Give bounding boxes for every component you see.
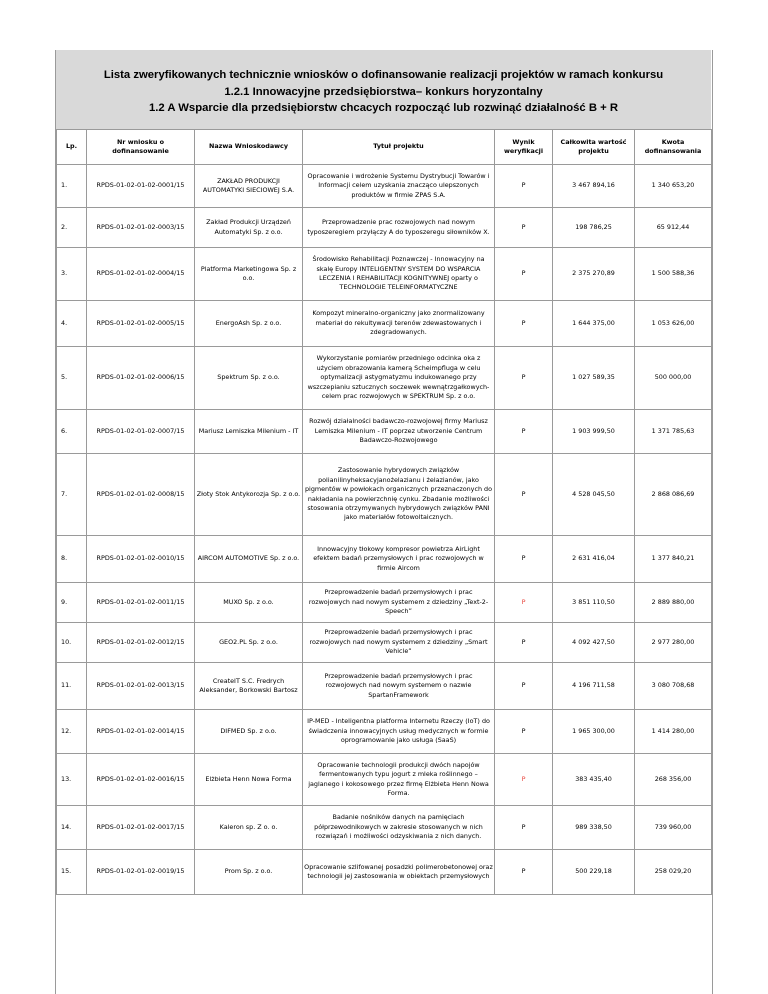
cell-lp: 5.: [57, 347, 87, 410]
table-row: [57, 536, 712, 583]
cell-nazwa: Elżbieta Henn Nowa Forma: [195, 754, 303, 806]
cell-wartosc: 3 467 894,16: [553, 165, 635, 208]
cell-kwota: 258 029,20: [635, 850, 712, 895]
cell-kwota: 1 340 653,20: [635, 165, 712, 208]
cell-kwota: 1 053 626,00: [635, 301, 712, 347]
cell-kwota: 268 356,00: [635, 754, 712, 806]
cell-wartosc: 198 786,25: [553, 208, 635, 248]
cell-kwota: 65 912,44: [635, 208, 712, 248]
table-row: [57, 454, 712, 536]
cell-nazwa: ZAKŁAD PRODUKCJI AUTOMATYKI SIECIOWEJ S.A.: [195, 165, 303, 208]
cell-wynik: P: [495, 248, 553, 301]
table-body: [57, 165, 712, 895]
cell-lp: 10.: [57, 623, 87, 663]
cell-kwota: 3 080 708,68: [635, 663, 712, 710]
table-row: [57, 623, 712, 663]
title-line-2: 1.2.1 Innowacyjne przedsiębiorstwa– konkurs horyzontalny: [224, 85, 543, 98]
column-header-kwota: Kwota dofinansowania: [635, 130, 712, 165]
cell-wartosc: 2 631 416,04: [553, 536, 635, 583]
cell-lp: 7.: [57, 454, 87, 536]
cell-lp: 15.: [57, 850, 87, 895]
cell-nazwa: Mariusz Lemiszka Milenium - IT: [195, 410, 303, 454]
cell-lp: 13.: [57, 754, 87, 806]
cell-tytul: Kompozyt mineralno-organiczny jako znormalizowany materiał do rekultywacji terenów zdewastowanych i zdegradowanych.: [303, 301, 495, 347]
cell-wynik: P: [495, 623, 553, 663]
applications-table: [56, 129, 712, 895]
cell-tytul: Opracowanie szlifowanej posadzki polimerobetonowej oraz technologii jej zastosowania w obiektach przemysłowych: [303, 850, 495, 895]
cell-nr: RPDS-01-02-01-02-0017/15: [87, 806, 195, 850]
column-header-nazwa: Nazwa Wnioskodawcy: [195, 130, 303, 165]
cell-wartosc: 4 196 711,58: [553, 663, 635, 710]
cell-tytul: Badanie nośników danych na pamięciach półprzewodnikowych w zakresie stosowanych w nich rozwiązań i możliwości odzyskiwania z nich danych.: [303, 806, 495, 850]
cell-wartosc: 4 092 427,50: [553, 623, 635, 663]
cell-nr: RPDS-01-02-01-02-0005/15: [87, 301, 195, 347]
cell-nr: RPDS-01-02-01-02-0010/15: [87, 536, 195, 583]
cell-wartosc: 1 965 300,00: [553, 710, 635, 754]
cell-kwota: 739 960,00: [635, 806, 712, 850]
cell-kwota: 1 414 280,00: [635, 710, 712, 754]
cell-nazwa: MUXO Sp. z o.o.: [195, 583, 303, 623]
cell-wynik: P: [495, 165, 553, 208]
column-header-tytul: Tytuł projektu: [303, 130, 495, 165]
title-line-3: 1.2 A Wsparcie dla przedsiębiorstw chcacych rozpocząć lub rozwinąć działalność B + R: [148, 102, 619, 114]
cell-wartosc: 1 027 589,35: [553, 347, 635, 410]
cell-kwota: 500 000,00: [635, 347, 712, 410]
cell-wartosc: 500 229,18: [553, 850, 635, 895]
cell-kwota: 2 977 280,00: [635, 623, 712, 663]
cell-wynik: P: [495, 583, 553, 623]
title-line-1: Lista zweryfikowanych technicznie wniosków o dofinansowanie realizacji projektów w ramach konkursu: [103, 69, 664, 81]
cell-tytul: Przeprowadzenie prac rozwojowych nad nowym typoszeregiem przyłączy A do typoszeregu siłowników X.: [303, 208, 495, 248]
table-row: [57, 165, 712, 208]
cell-wartosc: 1 903 999,50: [553, 410, 635, 454]
table-row: [57, 850, 712, 895]
cell-lp: 14.: [57, 806, 87, 850]
table-row: [57, 806, 712, 850]
cell-lp: 8.: [57, 536, 87, 583]
cell-nr: RPDS-01-02-01-02-0006/15: [87, 347, 195, 410]
cell-tytul: Przeprowadzenie badań przemysłowych i prac rozwojowych nad nowym systemem z dziedziny „Smart Vehicle”: [303, 623, 495, 663]
cell-nazwa: DIFMED Sp. z o.o.: [195, 710, 303, 754]
cell-wynik: P: [495, 410, 553, 454]
document-title: [56, 67, 711, 117]
cell-tytul: Przeprowadzenie badań przemysłowych i prac rozwojowych nad nowym systemem o nazwie SpartanFramework: [303, 663, 495, 710]
cell-tytul: Wykorzystanie pomiarów przedniego odcinka oka z użyciem obrazowania kamerą Scheimpfluga w celu optymalizacji astygmatyzmu indukowanego przy wszczepianiu sztucznych soczewek wewnątrzgałkowych-celem prac rozwojowych w SPEKTRUM Sp. z o.o.: [303, 347, 495, 410]
column-header-wynik: Wynik weryfikacji: [495, 130, 553, 165]
cell-tytul: Innowacyjny tłokowy kompresor powietrza AirLight efektem badań przemysłowych i prac rozwojowych w firmie Aircom: [303, 536, 495, 583]
cell-lp: 1.: [57, 165, 87, 208]
cell-wartosc: 383 435,40: [553, 754, 635, 806]
cell-wynik: P: [495, 208, 553, 248]
cell-wynik: P: [495, 301, 553, 347]
column-header-lp: Lp.: [57, 130, 87, 165]
cell-tytul: Opracowanie technologii produkcji dwóch napojów fermentowanych typu jogurt z mleka roślinnego – jaglanego i kokosowego przez firmę Elżbieta Henn Nowa Forma.: [303, 754, 495, 806]
cell-wynik: P: [495, 850, 553, 895]
column-header-wartosc: Całkowita wartość projektu: [553, 130, 635, 165]
cell-nr: RPDS-01-02-01-02-0019/15: [87, 850, 195, 895]
cell-lp: 9.: [57, 583, 87, 623]
table-row: [57, 410, 712, 454]
cell-kwota: 1 377 840,21: [635, 536, 712, 583]
cell-tytul: Zastosowanie hybrydowych związków polianilinyheksacyjanożelazianu i żelazianów, jako pigmentów w powłokach organicznych przeznaczonych do nakładania na powierzchnię cynku. Zbadanie możliwości stosowania otrzymywanych hybrydowych związków PANI jako materiałów fotowoltaicznych.: [303, 454, 495, 536]
cell-nazwa: Kaleron sp. Z o. o.: [195, 806, 303, 850]
cell-wartosc: 3 851 110,50: [553, 583, 635, 623]
cell-nr: RPDS-01-02-01-02-0016/15: [87, 754, 195, 806]
cell-nazwa: AIRCOM AUTOMOTIVE Sp. z o.o.: [195, 536, 303, 583]
cell-lp: 6.: [57, 410, 87, 454]
cell-wartosc: 2 375 270,89: [553, 248, 635, 301]
table-row: [57, 663, 712, 710]
table-row: [57, 583, 712, 623]
table-row: [57, 710, 712, 754]
cell-lp: 4.: [57, 301, 87, 347]
cell-kwota: 2 868 086,69: [635, 454, 712, 536]
cell-nazwa: Złoty Stok Antykorozja Sp. z o.o.: [195, 454, 303, 536]
cell-tytul: Rozwój działalności badawczo-rozwojowej firmy Mariusz Lemiszka Milenium - IT poprzez utworzenie Centrum Badawczo-Rozwojowego: [303, 410, 495, 454]
cell-wynik: P: [495, 710, 553, 754]
table-row: [57, 208, 712, 248]
cell-kwota: 1 500 588,36: [635, 248, 712, 301]
cell-wynik: P: [495, 754, 553, 806]
cell-tytul: Przeprowadzenie badań przemysłowych i prac rozwojowych nad nowym systemem z dziedziny „Text-2-Speech”: [303, 583, 495, 623]
cell-wynik: P: [495, 454, 553, 536]
cell-nazwa: EnergoAsh Sp. z o.o.: [195, 301, 303, 347]
cell-nr: RPDS-01-02-01-02-0001/15: [87, 165, 195, 208]
cell-wynik: P: [495, 806, 553, 850]
cell-nazwa: CreateIT S.C. Fredrych Aleksander, Borkowski Bartosz: [195, 663, 303, 710]
cell-lp: 12.: [57, 710, 87, 754]
cell-lp: 11.: [57, 663, 87, 710]
cell-wynik: P: [495, 536, 553, 583]
cell-wartosc: 1 644 375,00: [553, 301, 635, 347]
cell-nr: RPDS-01-02-01-02-0003/15: [87, 208, 195, 248]
cell-lp: 3.: [57, 248, 87, 301]
cell-nazwa: Platforma Marketingowa Sp. z o.o.: [195, 248, 303, 301]
cell-nr: RPDS-01-02-01-02-0008/15: [87, 454, 195, 536]
cell-nr: RPDS-01-02-01-02-0007/15: [87, 410, 195, 454]
cell-nazwa: Prom Sp. z o.o.: [195, 850, 303, 895]
cell-wynik: P: [495, 663, 553, 710]
cell-tytul: Opracowanie i wdrożenie Systemu Dystrybucji Towarów i Informacji celem uzyskania znacząco ulepszonych produktów w firmie ZPAS S.A.: [303, 165, 495, 208]
cell-nazwa: Zakład Produkcji Urządzeń Automatyki Sp. z o.o.: [195, 208, 303, 248]
table-row: [57, 347, 712, 410]
cell-nazwa: GEO2.PL Sp. z o.o.: [195, 623, 303, 663]
cell-nazwa: Spektrum Sp. z o.o.: [195, 347, 303, 410]
cell-wynik: P: [495, 347, 553, 410]
cell-lp: 2.: [57, 208, 87, 248]
cell-wartosc: 989 338,50: [553, 806, 635, 850]
cell-nr: RPDS-01-02-01-02-0014/15: [87, 710, 195, 754]
table-row: [57, 301, 712, 347]
table-row: [57, 754, 712, 806]
table-header-row: [57, 130, 712, 165]
cell-nr: RPDS-01-02-01-02-0011/15: [87, 583, 195, 623]
table-row: [57, 248, 712, 301]
cell-nr: RPDS-01-02-01-02-0004/15: [87, 248, 195, 301]
cell-kwota: 1 371 785,63: [635, 410, 712, 454]
cell-wartosc: 4 528 045,50: [553, 454, 635, 536]
cell-tytul: IP-MED - Inteligentna platforma Internetu Rzeczy (IoT) do świadczenia innowacyjnych usług medycznych w formie oprogramowanie jako usługa (SaaS): [303, 710, 495, 754]
cell-kwota: 2 889 880,00: [635, 583, 712, 623]
cell-nr: RPDS-01-02-01-02-0012/15: [87, 623, 195, 663]
cell-nr: RPDS-01-02-01-02-0013/15: [87, 663, 195, 710]
cell-tytul: Środowisko Rehabilitacji Poznawczej - Innowacyjny na skalę Europy INTELIGENTNY SYSTEM DO WSPARCIA LECZENIA I REHABILITACJI KOGNITYWNEJ oparty o TECHNOLOGIE TELEINFORMATYCZNE: [303, 248, 495, 301]
column-header-nr: Nr wniosku o dofinansowanie: [87, 130, 195, 165]
